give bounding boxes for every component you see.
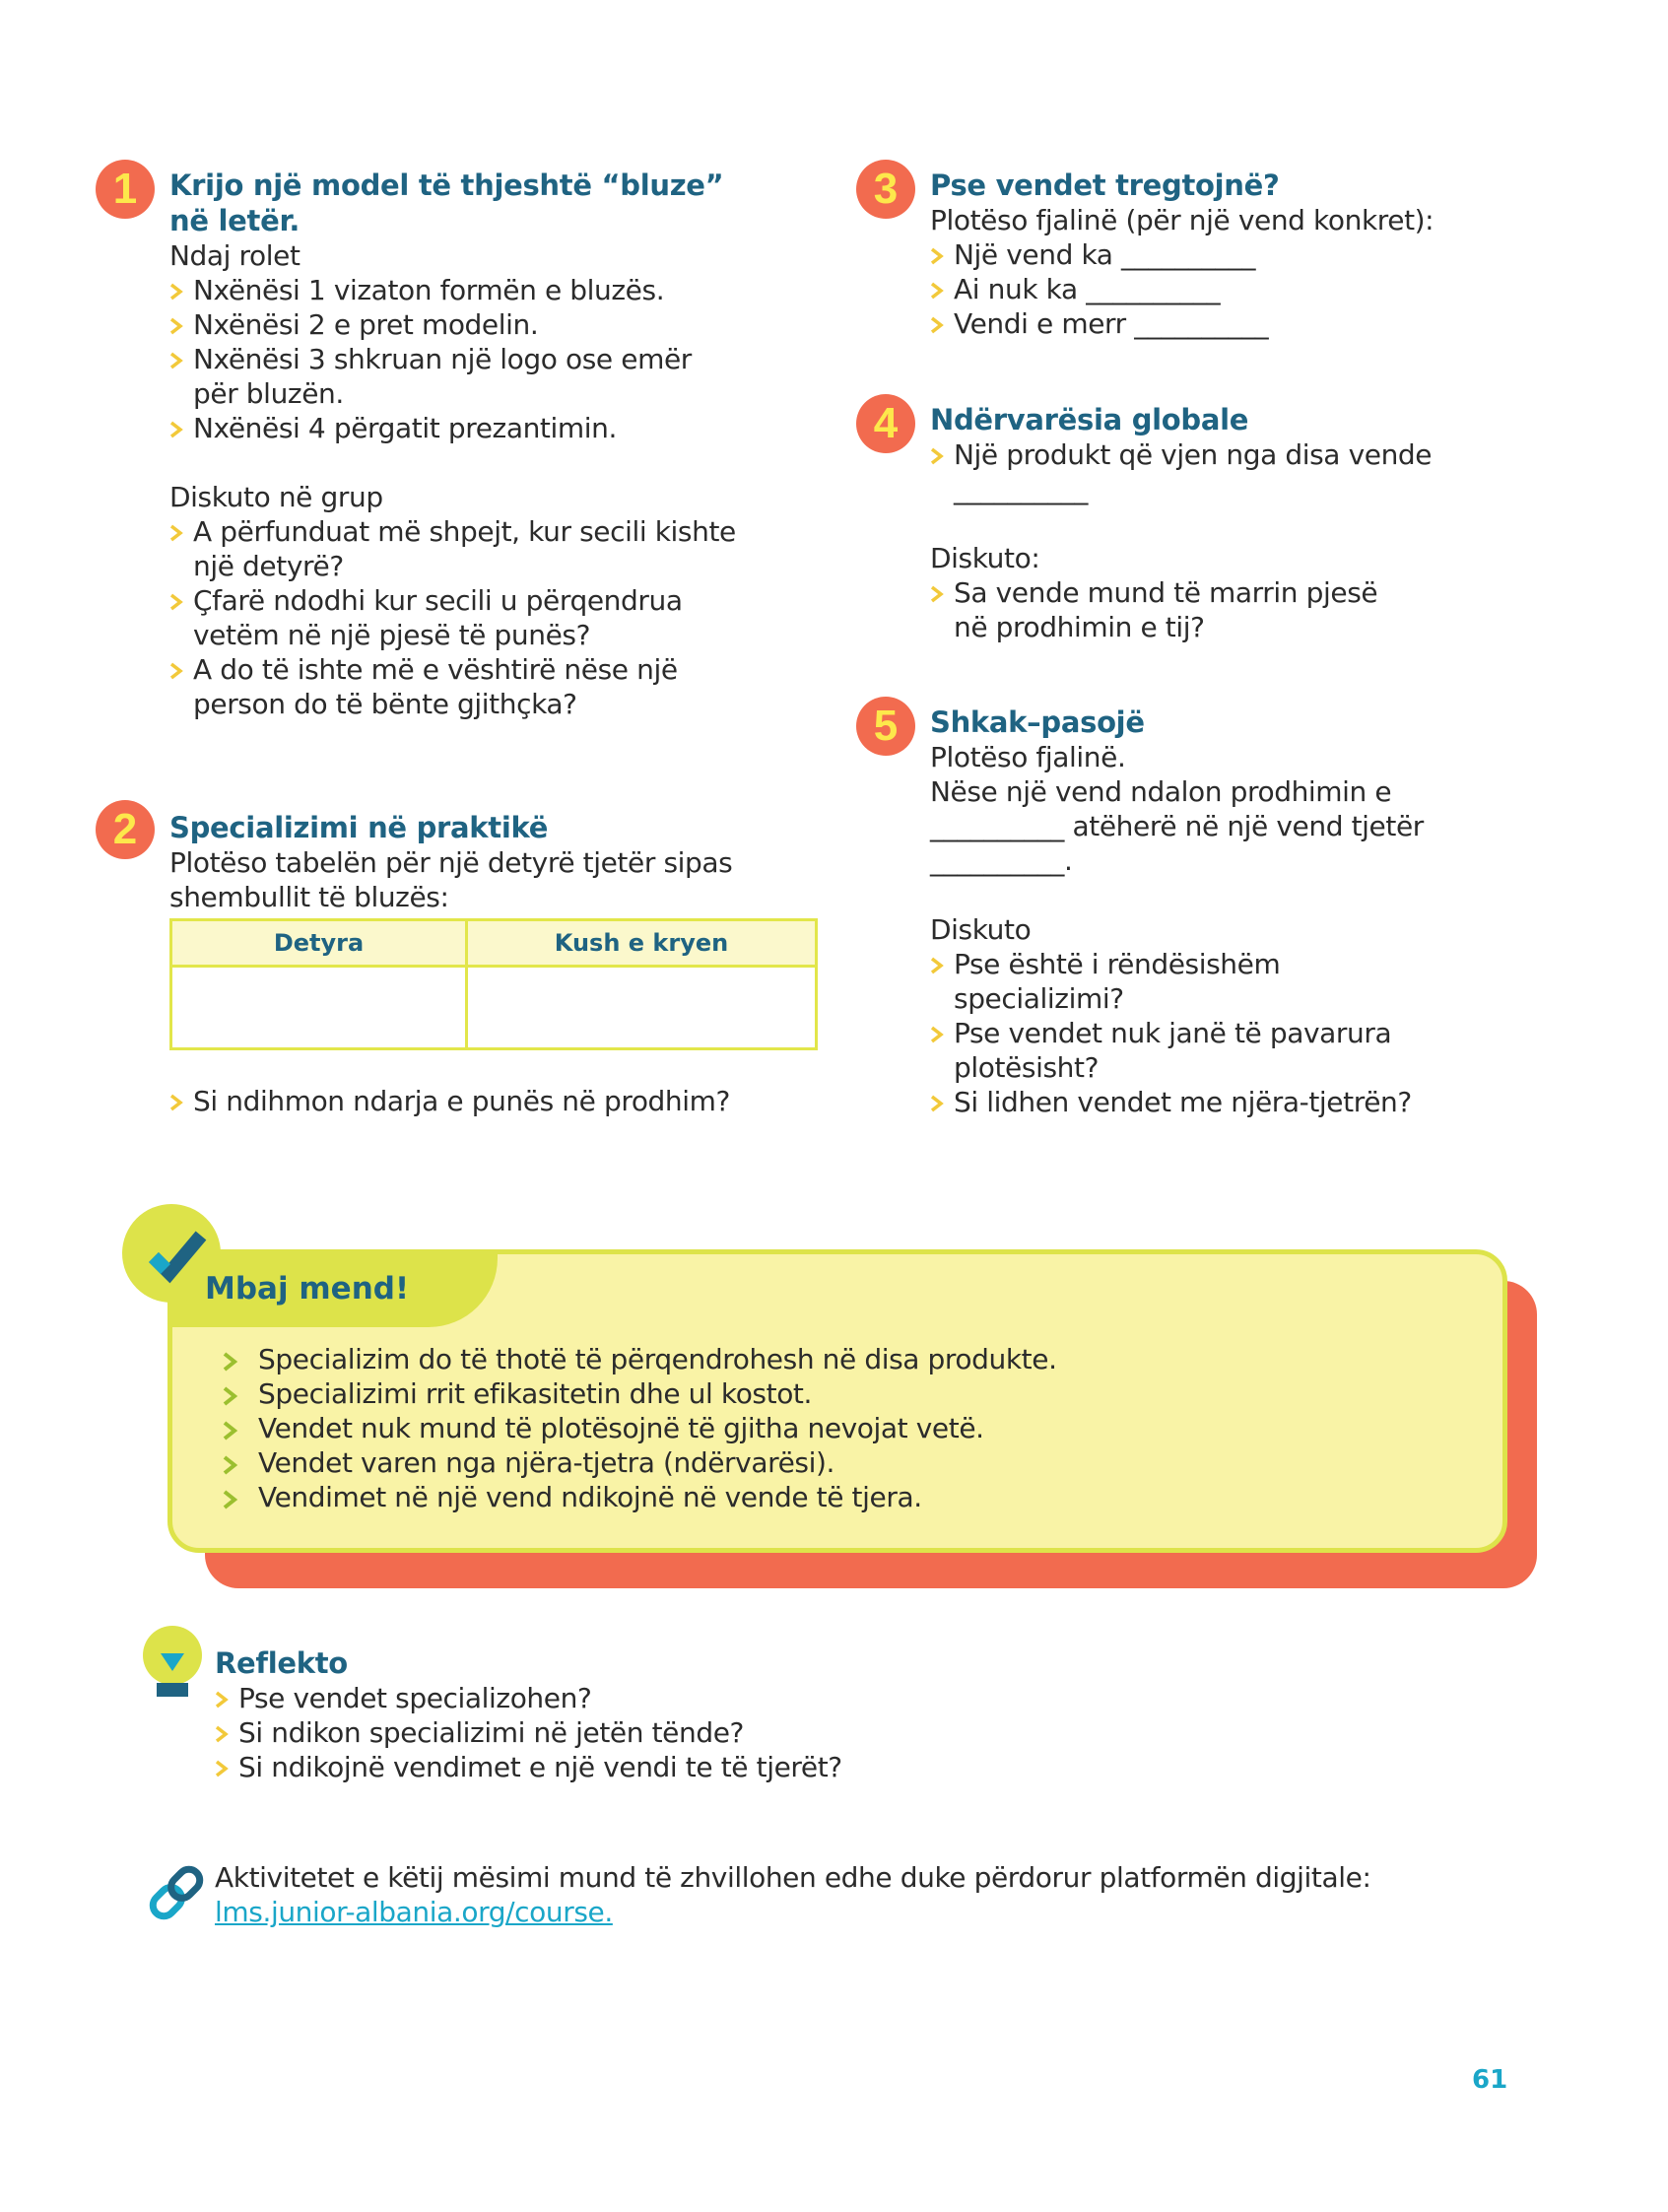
step-number-4: 4 [856, 394, 915, 453]
table-header-who: Kush e kryen [467, 920, 817, 967]
chevron-right-icon [169, 273, 191, 307]
section-5-sentence [930, 774, 1610, 878]
digital-note [215, 1860, 1594, 1929]
lightbulb-icon [141, 1626, 204, 1705]
section-2-title: Specializimi në praktikë [169, 811, 549, 844]
list-item-text: Pse është i rëndësishëm [954, 948, 1281, 980]
list-item-text: Nxënësi 3 shkruan një logo ose emër [193, 343, 692, 375]
list-item [169, 1084, 839, 1118]
reflect-list [215, 1681, 1200, 1784]
section-1-title-line1: Krijo një model të thjeshtë “bluze” [169, 168, 724, 202]
list-item [169, 307, 839, 342]
chevron-right-icon [930, 947, 952, 981]
list-item-text: Si ndikon specializimi në jetën tënde? [238, 1716, 744, 1749]
list-item-text: Nxënësi 1 vizaton formën e bluzës. [193, 274, 665, 306]
list-item-text: Pse vendet specializohen? [238, 1682, 592, 1714]
table-cell-task[interactable] [171, 967, 467, 1049]
section-2-intro [169, 845, 839, 914]
list-item-text: Një vend ka __________ [954, 238, 1256, 271]
list-item-text: plotësisht? [954, 1051, 1100, 1084]
link-icon [144, 1860, 209, 1925]
section-1 [169, 168, 839, 721]
table-header-row [171, 920, 817, 967]
list-item-text: një detyrë? [193, 550, 344, 582]
list-item-text: Vendi e merr __________ [954, 307, 1269, 340]
chevron-right-icon [221, 1480, 250, 1514]
chevron-right-icon [930, 237, 952, 272]
chevron-right-icon [221, 1342, 250, 1376]
list-item [221, 1411, 1057, 1445]
list-item [215, 1681, 1200, 1715]
section-4-title: Ndërvarësia globale [930, 403, 1249, 436]
digital-text: Aktivitetet e këtij mësimi mund të zhvillohen edhe duke përdorur platformën digjitale: [215, 1861, 1371, 1894]
section-1-title-line2: në letër. [169, 204, 300, 237]
chevron-right-icon [221, 1376, 250, 1411]
chevron-right-icon [169, 652, 191, 687]
list-item [221, 1445, 1057, 1480]
list-item-text: __________ [954, 473, 1089, 505]
section-4-list [930, 437, 1600, 506]
chevron-right-icon [930, 272, 952, 306]
remember-list [221, 1342, 1057, 1514]
roles-intro: Ndaj rolet [169, 239, 300, 272]
section-3-list [930, 237, 1600, 341]
section-5 [930, 704, 1610, 1119]
sentence-line: Nëse një vend ndalon prodhimin e [930, 775, 1392, 808]
reflect-section [215, 1645, 1200, 1784]
digital-link-line [215, 1895, 1594, 1929]
list-item-text: për bluzën. [193, 377, 344, 410]
list-item-text: Nxënësi 2 e pret modelin. [193, 308, 539, 341]
chevron-right-icon [221, 1411, 250, 1445]
list-item-text: Një produkt që vjen nga disa vende [954, 438, 1433, 471]
chevron-right-icon [169, 307, 191, 342]
chevron-right-icon [169, 583, 191, 618]
list-item [169, 583, 839, 652]
sentence-line: __________. [930, 844, 1073, 877]
list-item-text: Si ndihmon ndarja e punës në prodhim? [193, 1085, 730, 1117]
step-number-3: 3 [856, 160, 915, 219]
list-item [169, 514, 839, 583]
chevron-right-icon [930, 437, 952, 472]
chevron-right-icon [169, 411, 191, 445]
chevron-right-icon [930, 1016, 952, 1050]
list-item [169, 652, 839, 721]
list-item [930, 1016, 1610, 1085]
step-number-5: 5 [856, 697, 915, 756]
list-item [930, 237, 1600, 272]
chevron-right-icon [930, 575, 952, 610]
list-item [221, 1376, 1057, 1411]
discuss-list [169, 514, 839, 721]
chevron-right-icon [930, 306, 952, 341]
section-5-intro: Plotëso fjalinë. [930, 741, 1126, 773]
section-4-discuss-list [930, 575, 1600, 644]
chevron-right-icon [169, 514, 191, 549]
section-1-title [169, 168, 839, 238]
roles-list [169, 273, 839, 445]
section-2-intro-line1: Plotëso tabelën për një detyrë tjetër sipas [169, 846, 733, 879]
table-header-task: Detyra [171, 920, 467, 967]
list-item [169, 411, 839, 445]
chevron-right-icon [215, 1715, 236, 1750]
list-item-text: Pse vendet nuk janë të pavarura [954, 1017, 1392, 1049]
list-item [221, 1480, 1057, 1514]
table-row[interactable] [171, 967, 817, 1049]
chevron-right-icon [169, 342, 191, 376]
list-item-text: Si lidhen vendet me njëra-tjetrën? [954, 1086, 1412, 1118]
discuss-label: Diskuto në grup [169, 481, 383, 513]
list-item [169, 342, 839, 411]
chevron-right-icon [169, 1084, 191, 1118]
chevron-right-icon [215, 1681, 236, 1715]
list-item-text: Vendet varen nga njëra-tjetra (ndërvarësi). [258, 1446, 834, 1479]
list-item-text: Sa vende mund të marrin pjesë [954, 576, 1378, 609]
task-table [169, 918, 818, 1050]
section-5-title: Shkak–pasojë [930, 705, 1145, 739]
section-5-discuss-list [930, 947, 1610, 1119]
list-item [930, 575, 1600, 644]
section-2 [169, 810, 839, 914]
sentence-line: __________ atëherë në një vend tjetër [930, 810, 1424, 842]
section-4 [930, 402, 1600, 644]
list-item-text: Specializimi rrit efikasitetin dhe ul kostot. [258, 1377, 813, 1410]
list-item [930, 306, 1600, 341]
chevron-right-icon [215, 1750, 236, 1784]
list-item-text: Specializim do të thotë të përqendrohesh në disa produkte. [258, 1343, 1057, 1375]
section-2-intro-line2: shembullit të bluzës: [169, 881, 449, 913]
list-item [930, 947, 1610, 1016]
chevron-right-icon [221, 1445, 250, 1480]
section-3-title: Pse vendet tregtojnë? [930, 168, 1280, 202]
list-item [215, 1750, 1200, 1784]
section-3 [930, 168, 1600, 341]
section-5-discuss-label: Diskuto [930, 913, 1032, 946]
list-item-text: specializimi? [954, 982, 1124, 1015]
chevron-right-icon [930, 1085, 952, 1119]
list-item [930, 1085, 1610, 1119]
section-4-discuss-label: Diskuto: [930, 542, 1040, 574]
step-number-1: 1 [96, 160, 155, 219]
list-item-text: person do të bënte gjithçka? [193, 688, 577, 720]
reflect-title: Reflekto [215, 1646, 348, 1680]
course-link[interactable]: lms.junior-albania.org/course. [215, 1896, 613, 1928]
list-item [215, 1715, 1200, 1750]
list-item-text: A përfunduat më shpejt, kur secili kishte [193, 515, 736, 548]
list-item-text: në prodhimin e tij? [954, 611, 1205, 643]
list-item [930, 437, 1600, 506]
list-item [930, 272, 1600, 306]
step-number-2: 2 [96, 800, 155, 859]
section-2-question [169, 1084, 839, 1118]
list-item-text: vetëm në një pjesë të punës? [193, 619, 591, 651]
list-item-text: Çfarë ndodhi kur secili u përqendrua [193, 584, 683, 617]
list-item [169, 273, 839, 307]
table-cell-who[interactable] [467, 967, 817, 1049]
list-item-text: Nxënësi 4 përgatit prezantimin. [193, 412, 617, 444]
list-item-text: Vendet nuk mund të plotësojnë të gjitha nevojat vetë. [258, 1412, 984, 1444]
list-item-text: Si ndikojnë vendimet e një vendi te të tjerët? [238, 1751, 842, 1783]
list-item [221, 1342, 1057, 1376]
list-item-text: A do të ishte më e vështirë nëse një [193, 653, 678, 686]
section-3-intro: Plotëso fjalinë (për një vend konkret): [930, 204, 1434, 236]
list-item-text: Vendimet në një vend ndikojnë në vende të tjera. [258, 1481, 922, 1513]
remember-title: Mbaj mend! [205, 1271, 410, 1307]
page-number: 61 [1472, 2065, 1508, 2095]
list-item-text: Ai nuk ka __________ [954, 273, 1221, 305]
